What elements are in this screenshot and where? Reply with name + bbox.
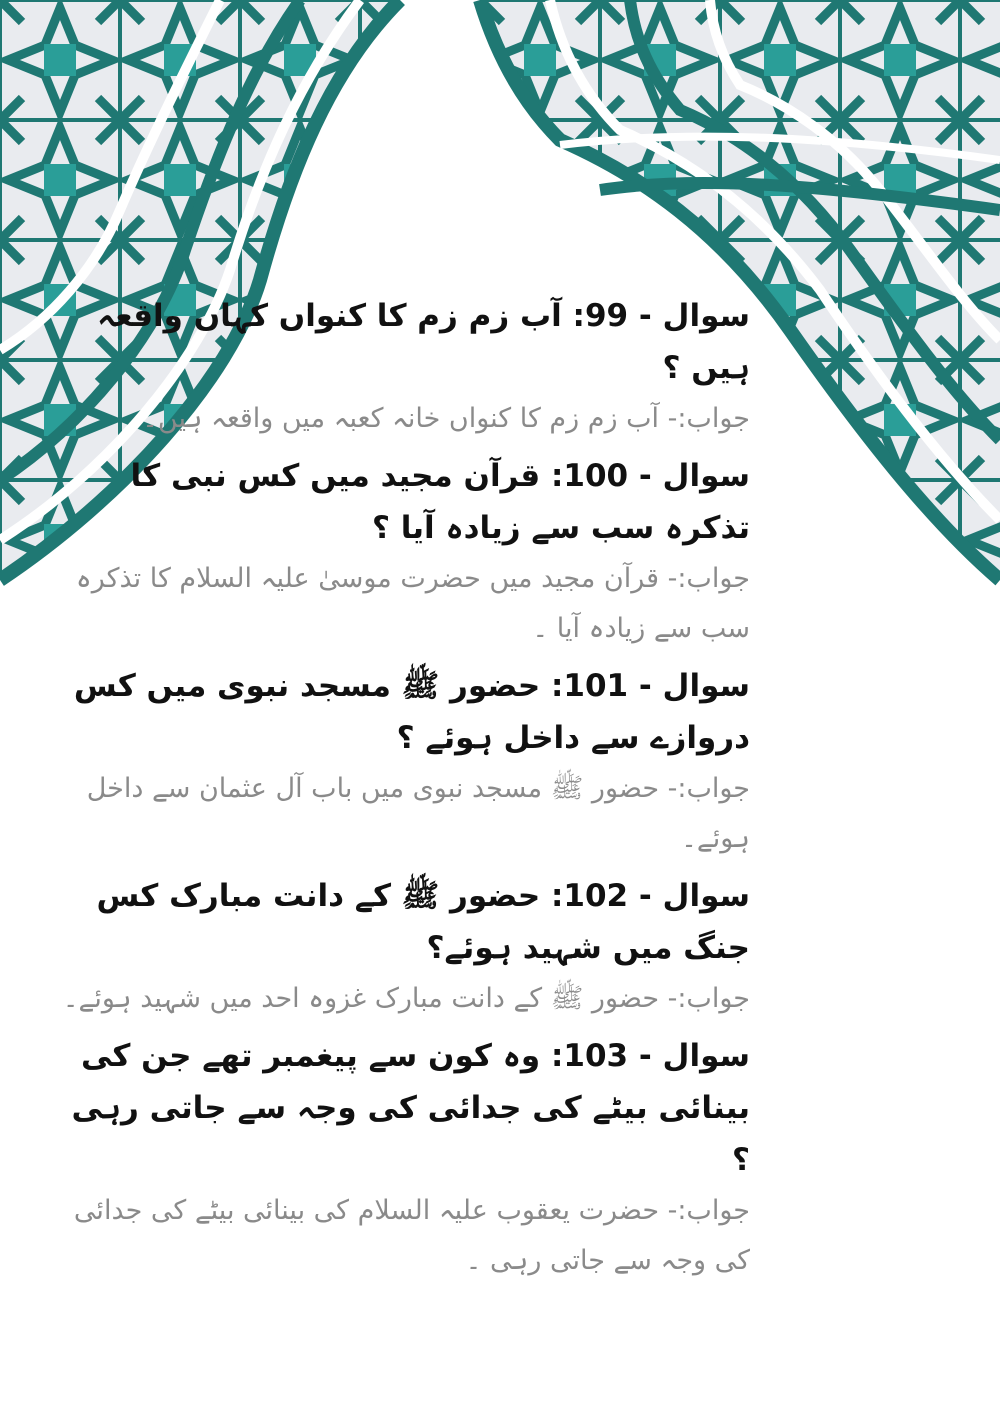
answer-text: جواب:- آب زم زم کا کنواں خانہ کعبہ میں واقعہ ہیں۔ <box>142 403 750 434</box>
qa-item <box>50 290 750 444</box>
answer-text: جواب:- حضور ﷺ کے دانت مبارک غزوہ احد میں شہید ہوئے۔ <box>62 983 750 1014</box>
qa-item <box>50 450 750 654</box>
qa-item <box>50 1030 750 1286</box>
qa-item <box>50 870 750 1024</box>
qa-list <box>50 290 750 1292</box>
answer-text: جواب:- قرآن مجید میں حضرت موسیٰ علیہ السلام کا تذکرہ سب سے زیادہ آیا ۔ <box>75 563 750 644</box>
question-text: سوال - 103: وہ کون سے پیغمبر تھے جن کی بینائی بیٹے کی جدائی کی وجہ سے جاتی رہی ؟ <box>71 1038 750 1178</box>
qa-item <box>50 660 750 864</box>
answer-text: جواب:- حضرت یعقوب علیہ السلام کی بینائی بیٹے کی جدائی کی وجہ سے جاتی رہی ۔ <box>73 1195 750 1276</box>
question-text: سوال - 101: حضور ﷺ مسجد نبوی میں کس دروازے سے داخل ہوئے ؟ <box>73 668 750 756</box>
question-text: سوال - 100: قرآن مجید میں کس نبی کا تذکرہ سب سے زیادہ آیا ؟ <box>130 458 750 546</box>
answer-text: جواب:- حضور ﷺ مسجد نبوی میں باب آل عثمان سے داخل ہوئے۔ <box>86 773 750 854</box>
question-text: سوال - 99: آب زم زم کا کنواں کہاں واقعہ ہیں ؟ <box>97 298 750 386</box>
question-text: سوال - 102: حضور ﷺ کے دانت مبارک کس جنگ میں شہید ہوئے؟ <box>96 878 750 966</box>
